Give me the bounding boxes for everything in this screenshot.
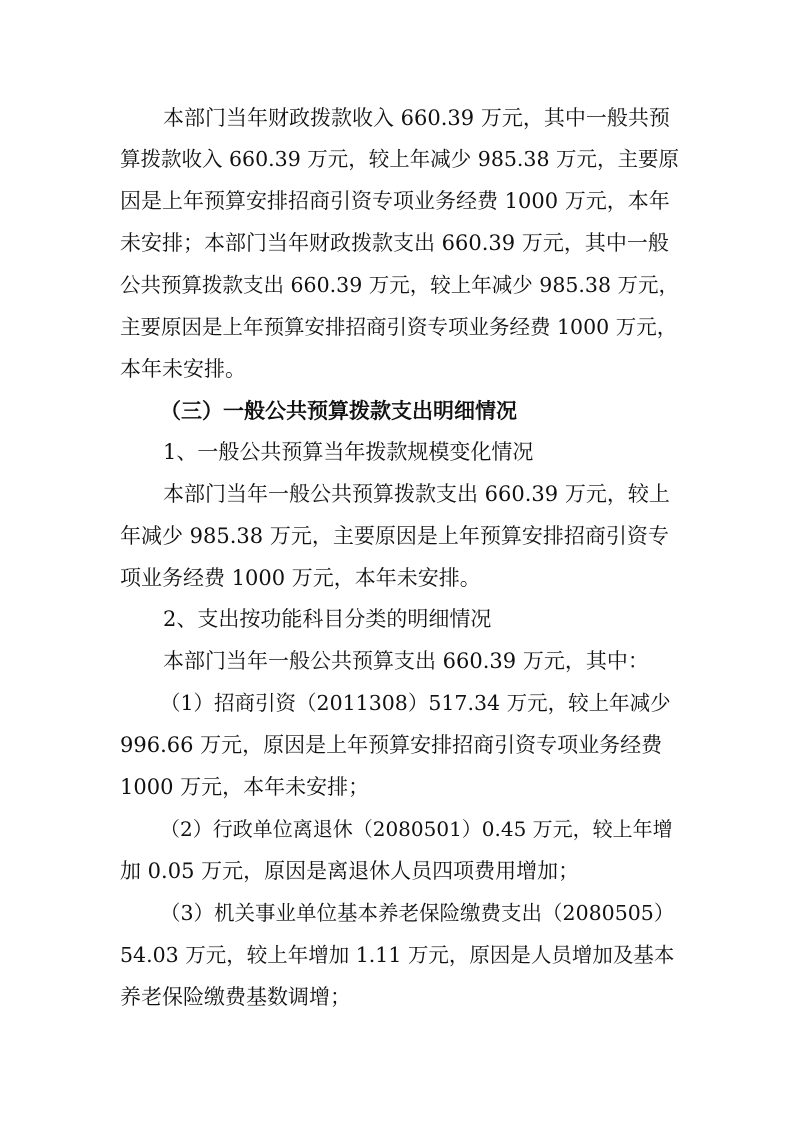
paragraph-2-line-3: 项业务经费 1000 万元，本年未安排。 [120, 566, 481, 590]
item-3-line-3: 养老保险缴费基数调增； [120, 985, 351, 1009]
item-1-line-2: 996.66 万元，原因是上年预算安排招商引资专项业务经费 [120, 733, 663, 757]
paragraph-2-line-2: 年减少 985.38 万元，主要原因是上年预算安排招商引资专 [120, 524, 669, 548]
section-heading: （三）一般公共预算拨款支出明细情况 [160, 399, 517, 423]
paragraph-3: 本部门当年一般公共预算支出 660.39 万元，其中： [163, 649, 649, 673]
paragraph-1-line-2: 算拨款收入 660.39 万元，较上年减少 985.38 万元，主要原 [120, 147, 680, 171]
item-1-line-3: 1000 万元，本年未安排； [120, 775, 370, 799]
paragraph-1-line-5: 公共预算拨款支出 660.39 万元，较上年减少 985.38 万元， [120, 273, 680, 297]
paragraph-2-line-1: 本部门当年一般公共预算拨款支出 660.39 万元，较上 [163, 482, 670, 506]
paragraph-1-line-7: 本年未安排。 [120, 357, 246, 381]
subheading-1: 1、一般公共预算当年拨款规模变化情况 [163, 440, 534, 464]
paragraph-1-line-6: 主要原因是上年预算安排招商引资专项业务经费 1000 万元， [120, 315, 678, 339]
paragraph-1-line-4: 未安排；本部门当年财政拨款支出 660.39 万元，其中一般 [120, 231, 669, 255]
subheading-2: 2、支出按功能科目分类的明细情况 [163, 607, 492, 631]
paragraph-1-line-1: 本部门当年财政拨款收入 660.39 万元，其中一般共预 [163, 106, 670, 130]
item-2-line-2: 加 0.05 万元，原因是离退休人员四项费用增加； [120, 859, 580, 883]
item-1-line-1: （1）招商引资（2011308）517.34 万元，较上年减少 [160, 691, 671, 715]
paragraph-1-line-3: 因是上年预算安排招商引资专项业务经费 1000 万元，本年 [120, 189, 670, 213]
item-3-line-2: 54.03 万元，较上年增加 1.11 万元，原因是人员增加及基本 [120, 943, 675, 967]
item-2-line-1: （2）行政单位离退休（2080501）0.45 万元，较上年增 [160, 817, 673, 841]
item-3-line-1: （3）机关事业单位基本养老保险缴费支出（2080505） [160, 901, 675, 925]
